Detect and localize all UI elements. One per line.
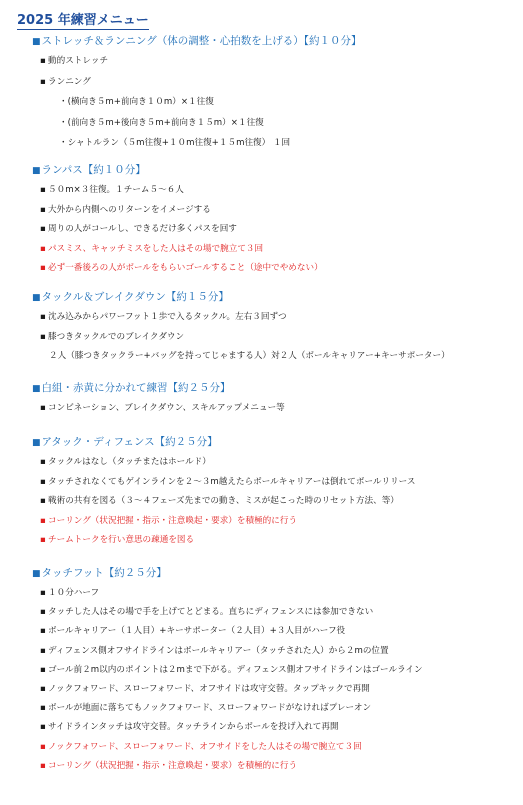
list-item-text: 必ず一番後ろの人がボールをもらいゴールすること（途中でやめない）: [48, 263, 323, 273]
list-item-text: 戦術の共有を図る（３～４フェーズ先までの動き、ミスが起こった時のリセット方法、等）: [48, 496, 399, 506]
list-item: [40, 741, 362, 753]
section-heading-text: タックル＆ブレイクダウン【約１５分】: [41, 291, 229, 303]
list-item: [40, 587, 99, 599]
list-item: [40, 243, 263, 255]
list-item: [40, 204, 211, 216]
section-heading-text: ストレッチ＆ランニング（体の調整・心拍数を上げる）【約１０分】: [41, 35, 362, 47]
bullet-icon: ▪: [40, 476, 46, 487]
list-item-text: ・(横向き５m+前向き１０m）×１往復: [59, 97, 214, 107]
section-heading-text: ランパス【約１０分】: [41, 164, 146, 176]
bullet-icon: ▪: [40, 331, 46, 342]
section-heading: [32, 163, 146, 178]
bullet-icon: ▪: [40, 741, 46, 752]
bullet-icon: ▪: [40, 403, 46, 413]
sub-list-item: [59, 137, 290, 149]
section-heading: [32, 435, 218, 450]
list-item-text: ボールキャリアー（１人目）+キーサポーター（２人目）+３人目がハーフ役: [48, 626, 346, 637]
bullet-icon: ▪: [40, 760, 46, 771]
list-item-text: タッチされなくてもゲインラインを２～３m越えたらボールキャリアーは倒れてボールリリース: [48, 476, 416, 487]
list-item-text: コーリング（状況把握・指示・注意喚起・要求）を積極的に行う: [48, 515, 298, 526]
square-bullet-icon: ■: [32, 166, 41, 176]
square-bullet-icon: ■: [32, 37, 41, 47]
bullet-icon: ▪: [40, 535, 46, 545]
bullet-icon: ▪: [40, 204, 46, 215]
square-bullet-icon: ■: [32, 384, 41, 394]
list-item-text: ノックフォワード、スローフォワード、オフサイドをした人はその場で腕立て３回: [48, 741, 362, 752]
list-item: [40, 262, 323, 274]
list-item-text: ・(前向き５m+後向き５m+前向き１５m）×１往復: [59, 117, 264, 128]
bullet-icon: ▪: [40, 684, 46, 694]
bullet-icon: ▪: [40, 626, 46, 637]
bullet-icon: ▪: [40, 224, 46, 234]
bullet-icon: ▪: [40, 263, 46, 273]
list-item: [40, 702, 371, 714]
list-item: [40, 664, 423, 676]
list-item-text: ゴール前２m以内のポイントは２mまで下がる。ディフェンス側オフサイドラインはゴールライン: [48, 664, 423, 675]
list-item: [40, 721, 339, 733]
section-heading-text: タッチフット【約２５分】: [41, 567, 167, 579]
bullet-icon: ▪: [40, 703, 46, 714]
bullet-icon: ▪: [40, 76, 46, 87]
bullet-icon: ▪: [40, 664, 46, 675]
bullet-icon: ▪: [40, 185, 46, 195]
list-item-text: サイドラインタッチは攻守交替。タッチラインからボールを投げ入れて再開: [48, 722, 339, 733]
list-item: [40, 625, 345, 637]
list-item-text: パスミス、キャッチミスをした人はその場で腕立て３回: [48, 243, 264, 254]
section-heading: [32, 566, 167, 581]
list-item-text: １０分ハーフ: [48, 588, 100, 598]
list-item-text: ２人（膝つきタックラー+バッグを持ってじゃまする人）対２人（ボールキャリアー+キーサポーター）: [49, 351, 450, 361]
list-item: [40, 184, 184, 196]
list-item: [40, 606, 373, 618]
list-item-text: ディフェンス側オフサイドラインはボールキャリアー（タッチされた人）から２mの位置: [48, 645, 389, 656]
list-item: [40, 402, 285, 414]
section-heading: [32, 34, 361, 49]
bullet-icon: ▪: [40, 312, 46, 322]
bullet-icon: ▪: [40, 515, 46, 526]
bullet-icon: ▪: [40, 243, 46, 254]
list-item-text: ノックフォワード、スローフォワード、オフサイドは攻守交替。タップキックで再開: [48, 684, 370, 694]
square-bullet-icon: ■: [32, 293, 41, 303]
list-item: [40, 76, 91, 88]
list-item: [40, 645, 389, 657]
bullet-icon: ▪: [40, 588, 46, 598]
section-heading-text: 白組・赤黄に分かれて練習【約２５分】: [41, 382, 231, 394]
list-item: [40, 456, 211, 468]
list-item-text: 動的ストレッチ: [48, 56, 109, 66]
list-item-text: コーリング（状況把握・指示・注意喚起・要求）を積極的に行う: [48, 760, 298, 771]
list-item: [40, 311, 287, 323]
list-item-text: ボールが地面に落ちてもノックフォワード、スローフォワードがなければプレーオン: [48, 703, 372, 714]
list-item: [40, 223, 237, 235]
bullet-icon: ▪: [40, 607, 46, 618]
list-item: [40, 55, 108, 67]
list-item-text: タックルはなし（タッチまたはホールド）: [48, 457, 211, 467]
square-bullet-icon: ■: [32, 569, 41, 579]
list-item-text: タッチした人はその場で手を上げてとどまる。直ちにディフェンスには参加できない: [48, 607, 374, 618]
section-heading: [32, 381, 231, 396]
section-heading-text: アタック・ディフェンス【約２５分】: [41, 436, 218, 448]
square-bullet-icon: ■: [32, 438, 41, 448]
list-item-text: 膝つきタックルでのブレイクダウン: [48, 331, 185, 342]
list-item-text: 沈み込みからパワーフット１歩で入るタックル。左右３回ずつ: [48, 312, 287, 322]
list-item-text: チームトークを行い意思の疎通を図る: [48, 535, 195, 545]
sub-list-item: [59, 96, 214, 108]
list-item-text: コンビネーション、ブレイクダウン、スキルアップメニュー等: [48, 403, 285, 413]
list-item: [40, 515, 297, 527]
list-item: [40, 534, 194, 546]
document-title: 2025 年練習メニュー: [17, 9, 149, 30]
list-item-text: ５０m×３往復。１チーム５～６人: [48, 185, 184, 195]
bullet-icon: ▪: [40, 457, 46, 467]
list-item-text: 大外から内側へのリターンをイメージする: [48, 204, 211, 215]
list-item-text: ・シャトルラン（５m往復+１０m往復+１５m往復） １回: [59, 138, 291, 148]
list-item: [40, 331, 184, 343]
list-item-text: ランニング: [48, 76, 91, 87]
bullet-icon: ▪: [40, 56, 46, 66]
list-item: [40, 760, 297, 772]
list-item: [49, 350, 450, 362]
sub-list-item: [59, 117, 264, 129]
list-item: [40, 495, 399, 507]
bullet-icon: ▪: [40, 645, 46, 656]
list-item: [40, 683, 370, 695]
section-heading: [32, 290, 229, 305]
bullet-icon: ▪: [40, 496, 46, 506]
bullet-icon: ▪: [40, 722, 46, 733]
list-item: [40, 476, 415, 488]
list-item-text: 周りの人がコールし、できるだけ多くパスを回す: [48, 224, 237, 234]
